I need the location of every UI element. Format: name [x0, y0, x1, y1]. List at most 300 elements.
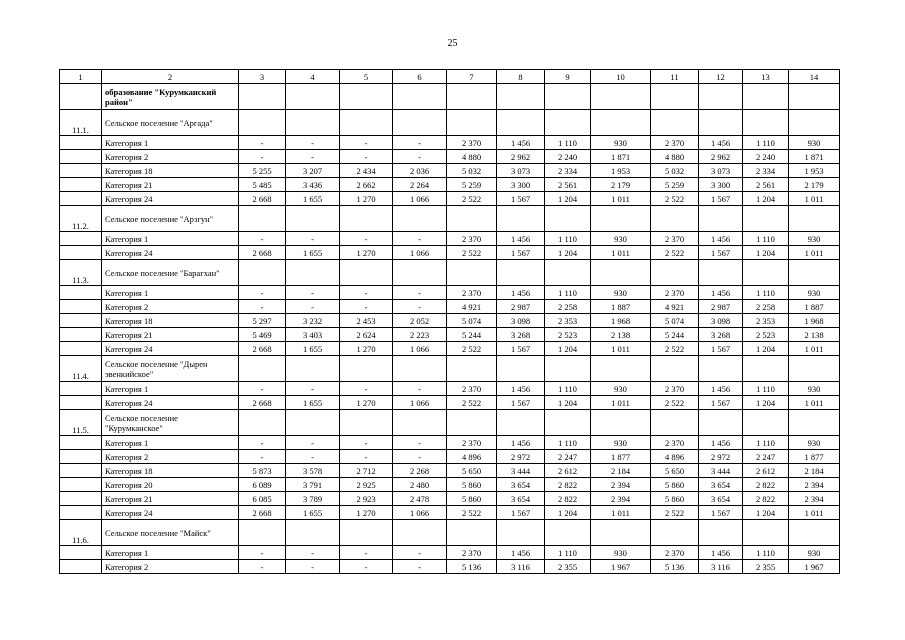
category-name-cell: Категория 21 — [102, 492, 239, 506]
value-cell: 2 624 — [340, 328, 393, 342]
table-row — [60, 328, 840, 342]
empty-code-cell — [60, 232, 102, 246]
value-cell: 3 268 — [699, 328, 743, 342]
empty-cell — [286, 410, 340, 436]
value-cell: 4 896 — [651, 450, 699, 464]
empty-cell — [239, 84, 286, 110]
value-cell: 2 394 — [591, 478, 651, 492]
value-cell: - — [286, 546, 340, 560]
table-row — [60, 314, 840, 328]
empty-cell — [447, 84, 497, 110]
value-cell: 1 110 — [545, 546, 591, 560]
empty-code-cell — [60, 478, 102, 492]
value-cell: 1 877 — [789, 450, 840, 464]
value-cell: 1 066 — [393, 506, 447, 520]
value-cell: 3 654 — [497, 492, 545, 506]
empty-code-cell — [60, 246, 102, 260]
value-cell: 5 259 — [447, 178, 497, 192]
column-number-cell: 5 — [340, 70, 393, 84]
value-cell: 2 522 — [651, 506, 699, 520]
empty-cell — [789, 356, 840, 382]
empty-code-cell — [60, 492, 102, 506]
value-cell: 2 668 — [239, 506, 286, 520]
value-cell: 2 179 — [591, 178, 651, 192]
value-cell: 2 370 — [651, 546, 699, 560]
empty-cell — [699, 260, 743, 286]
value-cell: 2 036 — [393, 164, 447, 178]
value-cell: 3 073 — [497, 164, 545, 178]
value-cell: 4 880 — [651, 150, 699, 164]
value-cell: 5 255 — [239, 164, 286, 178]
category-name-cell: Категория 18 — [102, 164, 239, 178]
value-cell: - — [340, 436, 393, 450]
empty-cell — [286, 356, 340, 382]
column-number-cell: 9 — [545, 70, 591, 84]
value-cell: 5 650 — [651, 464, 699, 478]
value-cell: 3 654 — [699, 478, 743, 492]
section-code-cell: 11.5. — [60, 410, 102, 436]
value-cell: 1 270 — [340, 342, 393, 356]
value-cell: 2 612 — [743, 464, 789, 478]
value-cell: - — [286, 450, 340, 464]
value-cell: 1 456 — [699, 136, 743, 150]
category-name-cell: Категория 21 — [102, 328, 239, 342]
value-cell: - — [340, 286, 393, 300]
category-name-cell: Категория 1 — [102, 286, 239, 300]
value-cell: 1 110 — [743, 136, 789, 150]
value-cell: 5 074 — [651, 314, 699, 328]
value-cell: 2 668 — [239, 342, 286, 356]
empty-cell — [393, 410, 447, 436]
category-name-cell: Категория 2 — [102, 450, 239, 464]
value-cell: - — [239, 546, 286, 560]
table-row — [60, 150, 840, 164]
section-name-cell: образование "Курумканский район" — [102, 84, 239, 110]
value-cell: 930 — [591, 382, 651, 396]
category-name-cell: Категория 24 — [102, 506, 239, 520]
table-row — [60, 478, 840, 492]
value-cell: 1 011 — [591, 506, 651, 520]
empty-cell — [591, 356, 651, 382]
table-row — [60, 300, 840, 314]
value-cell: 2 962 — [497, 150, 545, 164]
empty-cell — [239, 520, 286, 546]
value-cell: 5 860 — [447, 478, 497, 492]
value-cell: 1 953 — [591, 164, 651, 178]
value-cell: 3 300 — [497, 178, 545, 192]
table-row — [60, 450, 840, 464]
section-heading-row — [60, 410, 840, 436]
empty-cell — [447, 260, 497, 286]
value-cell: 3 098 — [699, 314, 743, 328]
empty-cell — [497, 206, 545, 232]
section-name-cell: Сельское поселение "Курумканское" — [102, 410, 239, 436]
empty-cell — [545, 520, 591, 546]
empty-cell — [497, 410, 545, 436]
empty-cell — [789, 84, 840, 110]
empty-cell — [743, 356, 789, 382]
table-row — [60, 546, 840, 560]
value-cell: 1 204 — [545, 246, 591, 260]
empty-cell — [591, 520, 651, 546]
value-cell: 2 522 — [651, 192, 699, 206]
value-cell: 1 110 — [545, 232, 591, 246]
value-cell: - — [393, 300, 447, 314]
empty-code-cell — [60, 300, 102, 314]
value-cell: - — [393, 560, 447, 574]
value-cell: 2 138 — [591, 328, 651, 342]
value-cell: 2 394 — [789, 492, 840, 506]
value-cell: 1 456 — [699, 546, 743, 560]
value-cell: 1 204 — [545, 506, 591, 520]
value-cell: 3 300 — [699, 178, 743, 192]
value-cell: 1 887 — [591, 300, 651, 314]
empty-code-cell — [60, 314, 102, 328]
category-name-cell: Категория 18 — [102, 464, 239, 478]
tariff-table — [59, 69, 840, 574]
value-cell: 1 110 — [545, 382, 591, 396]
value-cell: 3 578 — [286, 464, 340, 478]
value-cell: 1 456 — [497, 232, 545, 246]
section-name-cell: Сельское поселение "Майск" — [102, 520, 239, 546]
value-cell: 1 967 — [789, 560, 840, 574]
section-code-cell: 11.3. — [60, 260, 102, 286]
value-cell: 1 567 — [497, 246, 545, 260]
value-cell: 2 370 — [447, 232, 497, 246]
value-cell: 2 240 — [545, 150, 591, 164]
value-cell: 2 334 — [545, 164, 591, 178]
table-row — [60, 492, 840, 506]
section-name-cell: Сельское поселение "Аргада" — [102, 110, 239, 136]
value-cell: 3 791 — [286, 478, 340, 492]
value-cell: 2 561 — [743, 178, 789, 192]
section-name-cell: Сельское поселение "Дырен эвенкийское" — [102, 356, 239, 382]
empty-cell — [591, 260, 651, 286]
value-cell: - — [239, 382, 286, 396]
empty-cell — [545, 84, 591, 110]
value-cell: 3 116 — [699, 560, 743, 574]
section-heading-row — [60, 110, 840, 136]
empty-cell — [591, 110, 651, 136]
value-cell: 1 967 — [591, 560, 651, 574]
value-cell: 1 066 — [393, 246, 447, 260]
value-cell: 2 962 — [699, 150, 743, 164]
value-cell: 1 204 — [743, 506, 789, 520]
empty-code-cell — [60, 342, 102, 356]
value-cell: 2 523 — [545, 328, 591, 342]
value-cell: 3 268 — [497, 328, 545, 342]
empty-code-cell — [60, 164, 102, 178]
empty-code-cell — [60, 450, 102, 464]
empty-code-cell — [60, 286, 102, 300]
table-row — [60, 136, 840, 150]
empty-cell — [743, 110, 789, 136]
empty-cell — [789, 110, 840, 136]
value-cell: 3 232 — [286, 314, 340, 328]
value-cell: 2 370 — [651, 382, 699, 396]
value-cell: 2 370 — [447, 286, 497, 300]
value-cell: 2 923 — [340, 492, 393, 506]
value-cell: 2 822 — [545, 492, 591, 506]
value-cell: 2 223 — [393, 328, 447, 342]
section-heading-row — [60, 260, 840, 286]
category-name-cell: Категория 24 — [102, 246, 239, 260]
value-cell: 930 — [591, 136, 651, 150]
category-name-cell: Категория 1 — [102, 546, 239, 560]
section-code-cell: 11.1. — [60, 110, 102, 136]
value-cell: 2 662 — [340, 178, 393, 192]
category-name-cell: Категория 1 — [102, 436, 239, 450]
value-cell: 1 567 — [497, 506, 545, 520]
value-cell: 5 032 — [651, 164, 699, 178]
value-cell: 2 522 — [651, 342, 699, 356]
value-cell: 1 110 — [743, 546, 789, 560]
empty-cell — [497, 260, 545, 286]
value-cell: - — [393, 136, 447, 150]
section-code-cell: 11.6. — [60, 520, 102, 546]
value-cell: - — [239, 560, 286, 574]
value-cell: 1 567 — [497, 396, 545, 410]
value-cell: - — [239, 436, 286, 450]
value-cell: 2 972 — [497, 450, 545, 464]
empty-code-cell — [60, 560, 102, 574]
empty-cell — [545, 356, 591, 382]
empty-cell — [393, 520, 447, 546]
value-cell: 2 370 — [447, 382, 497, 396]
value-cell: 1 456 — [497, 136, 545, 150]
value-cell: 5 136 — [651, 560, 699, 574]
category-name-cell: Категория 24 — [102, 396, 239, 410]
value-cell: 3 098 — [497, 314, 545, 328]
value-cell: - — [393, 436, 447, 450]
table-row — [60, 232, 840, 246]
value-cell: 930 — [789, 382, 840, 396]
value-cell: 5 244 — [651, 328, 699, 342]
value-cell: 2 052 — [393, 314, 447, 328]
value-cell: - — [393, 382, 447, 396]
empty-code-cell — [60, 150, 102, 164]
value-cell: 1 953 — [789, 164, 840, 178]
value-cell: 1 655 — [286, 506, 340, 520]
value-cell: 4 896 — [447, 450, 497, 464]
empty-cell — [239, 410, 286, 436]
empty-cell — [545, 206, 591, 232]
value-cell: 6 089 — [239, 478, 286, 492]
value-cell: 1 270 — [340, 192, 393, 206]
value-cell: - — [340, 560, 393, 574]
value-cell: 1 066 — [393, 396, 447, 410]
value-cell: 1 204 — [743, 192, 789, 206]
value-cell: 2 612 — [545, 464, 591, 478]
empty-cell — [651, 410, 699, 436]
empty-cell — [286, 520, 340, 546]
value-cell: 5 860 — [651, 478, 699, 492]
value-cell: - — [340, 232, 393, 246]
value-cell: 2 822 — [743, 492, 789, 506]
value-cell: 930 — [789, 546, 840, 560]
value-cell: - — [393, 150, 447, 164]
table-row — [60, 436, 840, 450]
value-cell: 2 523 — [743, 328, 789, 342]
value-cell: - — [239, 450, 286, 464]
empty-cell — [789, 260, 840, 286]
value-cell: 1 204 — [743, 396, 789, 410]
column-number-cell: 1 — [60, 70, 102, 84]
value-cell: - — [393, 232, 447, 246]
empty-cell — [651, 356, 699, 382]
value-cell: 1 011 — [591, 396, 651, 410]
category-name-cell: Категория 21 — [102, 178, 239, 192]
empty-code-cell — [60, 178, 102, 192]
value-cell: 3 654 — [699, 492, 743, 506]
empty-code-cell — [60, 464, 102, 478]
section-name-cell: Сельское поселение "Арзгун" — [102, 206, 239, 232]
section-heading-row — [60, 206, 840, 232]
value-cell: 2 522 — [447, 506, 497, 520]
value-cell: 2 247 — [545, 450, 591, 464]
value-cell: 5 860 — [447, 492, 497, 506]
value-cell: 930 — [591, 436, 651, 450]
empty-cell — [239, 110, 286, 136]
value-cell: 1 011 — [591, 192, 651, 206]
value-cell: - — [239, 136, 286, 150]
empty-code-cell — [60, 328, 102, 342]
value-cell: 3 436 — [286, 178, 340, 192]
category-name-cell: Категория 20 — [102, 478, 239, 492]
empty-cell — [393, 260, 447, 286]
value-cell: - — [340, 136, 393, 150]
empty-cell — [239, 356, 286, 382]
value-cell: - — [340, 450, 393, 464]
value-cell: 5 297 — [239, 314, 286, 328]
empty-cell — [340, 84, 393, 110]
empty-code-cell — [60, 436, 102, 450]
value-cell: 2 370 — [651, 436, 699, 450]
value-cell: 2 184 — [789, 464, 840, 478]
value-cell: 930 — [789, 436, 840, 450]
empty-cell — [286, 84, 340, 110]
value-cell: 1 567 — [699, 192, 743, 206]
table-row — [60, 342, 840, 356]
column-number-cell: 12 — [699, 70, 743, 84]
value-cell: 1 456 — [699, 436, 743, 450]
empty-cell — [393, 356, 447, 382]
value-cell: 1 456 — [497, 436, 545, 450]
value-cell: - — [393, 286, 447, 300]
value-cell: - — [239, 150, 286, 164]
value-cell: 2 822 — [545, 478, 591, 492]
category-name-cell: Категория 2 — [102, 300, 239, 314]
value-cell: 5 136 — [447, 560, 497, 574]
value-cell: 1 877 — [591, 450, 651, 464]
value-cell: 1 011 — [591, 342, 651, 356]
value-cell: 3 789 — [286, 492, 340, 506]
empty-cell — [651, 260, 699, 286]
empty-cell — [340, 520, 393, 546]
empty-cell — [393, 110, 447, 136]
section-heading-row — [60, 520, 840, 546]
column-number-cell: 2 — [102, 70, 239, 84]
empty-cell — [699, 206, 743, 232]
value-cell: - — [393, 450, 447, 464]
value-cell: 1 110 — [545, 436, 591, 450]
value-cell: 2 822 — [743, 478, 789, 492]
value-cell: 1 871 — [789, 150, 840, 164]
value-cell: 2 668 — [239, 192, 286, 206]
empty-cell — [651, 84, 699, 110]
empty-cell — [743, 260, 789, 286]
value-cell: 2 240 — [743, 150, 789, 164]
table-row — [60, 396, 840, 410]
empty-cell — [743, 520, 789, 546]
empty-cell — [651, 206, 699, 232]
empty-cell — [447, 110, 497, 136]
empty-cell — [286, 206, 340, 232]
value-cell: 2 453 — [340, 314, 393, 328]
value-cell: 4 880 — [447, 150, 497, 164]
empty-cell — [447, 206, 497, 232]
category-name-cell: Категория 18 — [102, 314, 239, 328]
value-cell: 1 456 — [497, 382, 545, 396]
empty-cell — [545, 110, 591, 136]
value-cell: 1 110 — [545, 136, 591, 150]
value-cell: - — [286, 382, 340, 396]
value-cell: 2 522 — [447, 342, 497, 356]
column-number-cell: 3 — [239, 70, 286, 84]
value-cell: 2 247 — [743, 450, 789, 464]
value-cell: 1 066 — [393, 192, 447, 206]
value-cell: 2 972 — [699, 450, 743, 464]
value-cell: - — [286, 150, 340, 164]
empty-cell — [497, 110, 545, 136]
category-name-cell: Категория 24 — [102, 192, 239, 206]
value-cell: 2 522 — [651, 246, 699, 260]
value-cell: 1 567 — [699, 246, 743, 260]
section-name-cell: Сельское поселение "Барагхан" — [102, 260, 239, 286]
value-cell: 1 270 — [340, 246, 393, 260]
section-code-cell — [60, 84, 102, 110]
value-cell: 1 011 — [591, 246, 651, 260]
value-cell: - — [286, 560, 340, 574]
empty-cell — [239, 206, 286, 232]
empty-cell — [393, 84, 447, 110]
value-cell: 930 — [591, 546, 651, 560]
empty-cell — [545, 260, 591, 286]
value-cell: 2 258 — [545, 300, 591, 314]
value-cell: 2 353 — [743, 314, 789, 328]
value-cell: 5 244 — [447, 328, 497, 342]
value-cell: 1 456 — [497, 546, 545, 560]
table-row — [60, 286, 840, 300]
empty-cell — [789, 520, 840, 546]
value-cell: 1 110 — [743, 382, 789, 396]
column-number-cell: 6 — [393, 70, 447, 84]
value-cell: 5 860 — [651, 492, 699, 506]
empty-cell — [699, 356, 743, 382]
value-cell: 3 444 — [699, 464, 743, 478]
section-code-cell: 11.2. — [60, 206, 102, 232]
value-cell: - — [286, 136, 340, 150]
empty-cell — [651, 110, 699, 136]
empty-code-cell — [60, 396, 102, 410]
empty-cell — [497, 84, 545, 110]
value-cell: 2 668 — [239, 246, 286, 260]
value-cell: 1 110 — [545, 286, 591, 300]
section-heading-row — [60, 356, 840, 382]
table-row — [60, 178, 840, 192]
value-cell: 1 204 — [545, 342, 591, 356]
value-cell: - — [239, 232, 286, 246]
